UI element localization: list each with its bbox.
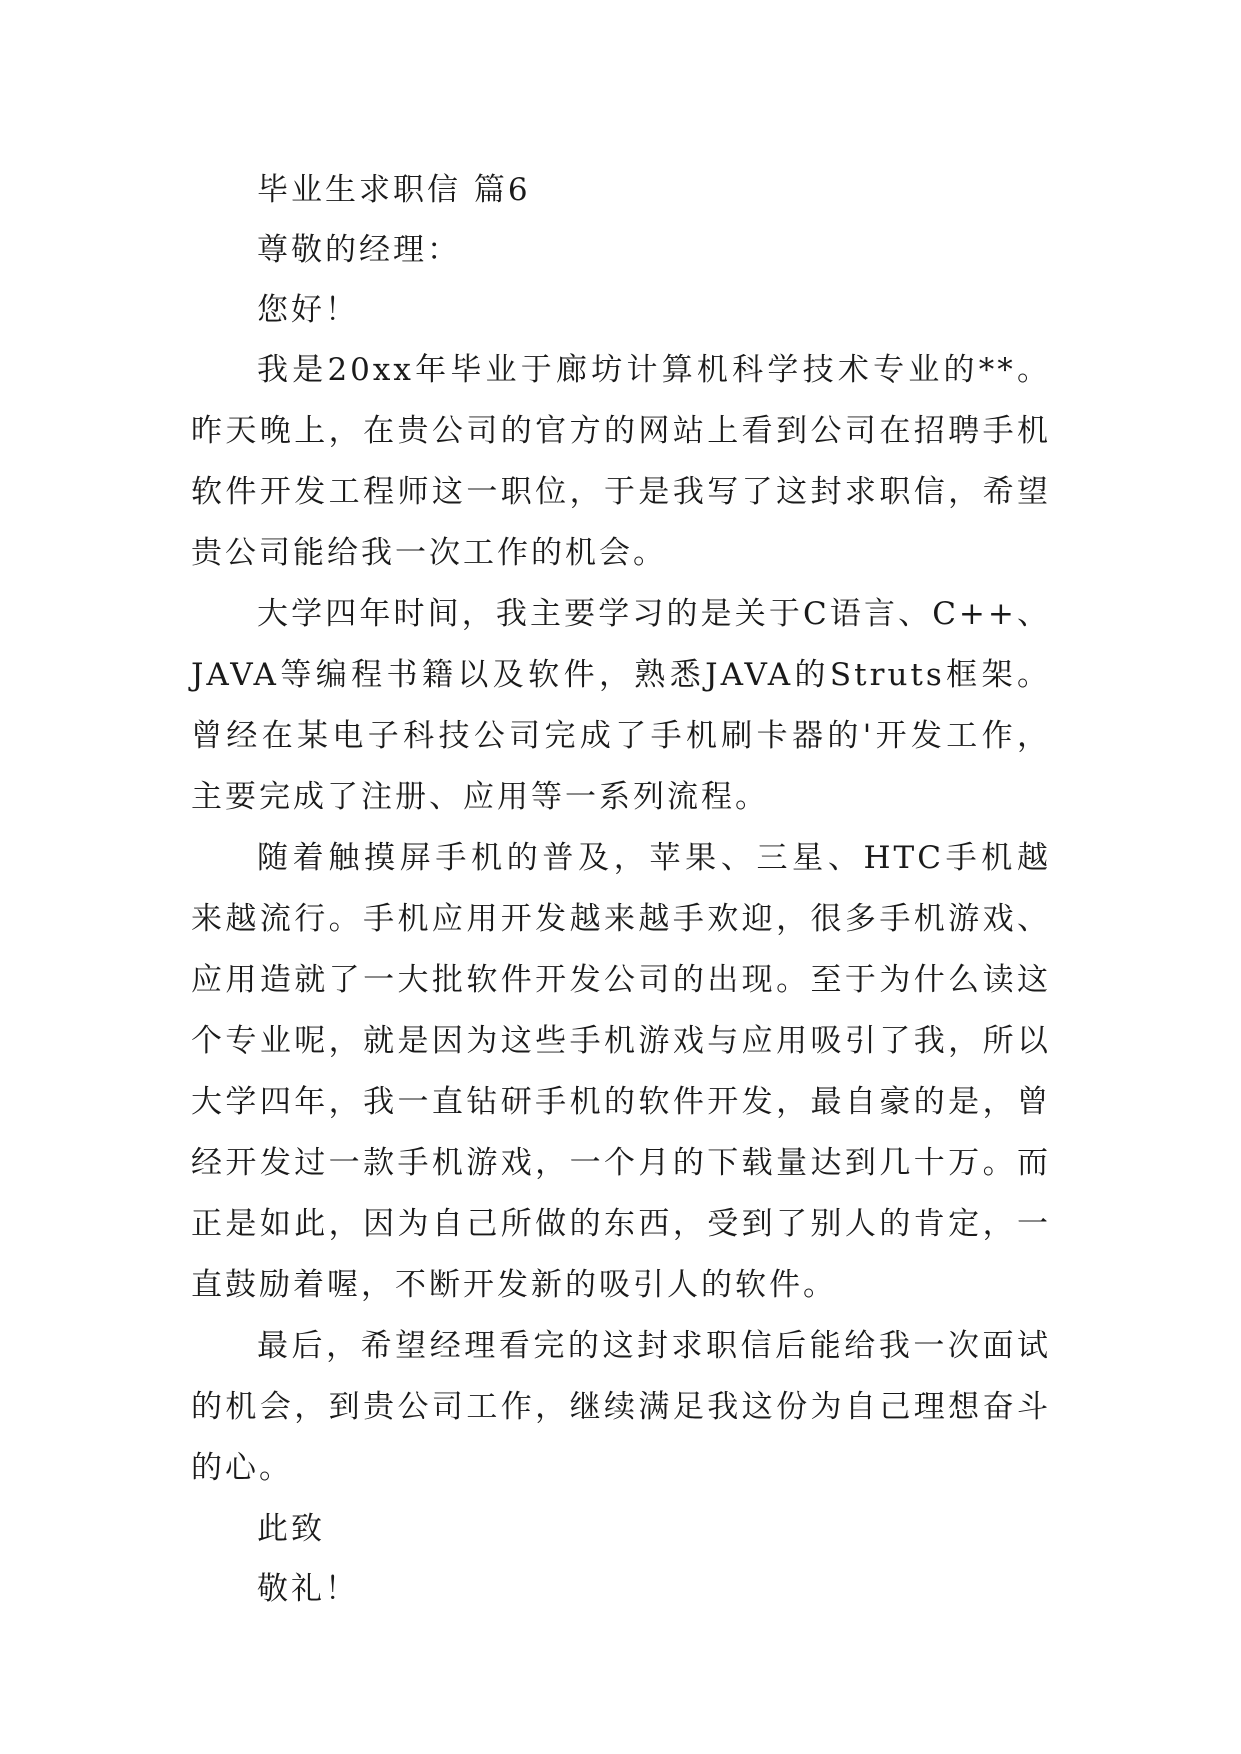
letter-body [191,160,1051,1619]
paragraph-education: 大学四年时间，我主要学习的是关于C语言、C++、JAVA等编程书籍以及软件，熟悉JAVA的Struts框架。曾经在某电子科技公司完成了手机刷卡器的'开发工作，主要完成了注册、应用等一系列流程。 [191,596,1051,815]
closing-salute: 敬礼！ [257,1571,359,1607]
greeting: 您好！ [257,292,359,328]
salutation: 尊敬的经理： [257,232,461,268]
paragraph-closing: 最后，希望经理看完的这封求职信后能给我一次面试的机会，到贵公司工作，继续满足我这份为自己理想奋斗的心。 [191,1328,1051,1486]
paragraph-motivation: 随着触摸屏手机的普及，苹果、三星、HTC手机越来越流行。手机应用开发越来越手欢迎，很多手机游戏、应用造就了一大批软件开发公司的出现。至于为什么读这个专业呢，就是因为这些手机游戏与应用吸引了我，所以大学四年，我一直钻研手机的软件开发，最自豪的是，曾经开发过一款手机游戏，一个月的下载量达到几十万。而正是如此，因为自己所做的东西，受到了别人的肯定，一直鼓励着喔，不断开发新的吸引人的软件。 [191,840,1051,1303]
letter-heading: 毕业生求职信 篇6 [257,172,531,208]
closing-regards: 此致 [257,1511,325,1547]
paragraph-intro: 我是20xx年毕业于廊坊计算机科学技术专业的**。昨天晚上，在贵公司的官方的网站上看到公司在招聘手机软件开发工程师这一职位，于是我写了这封求职信，希望贵公司能给我一次工作的机会。 [191,352,1051,571]
